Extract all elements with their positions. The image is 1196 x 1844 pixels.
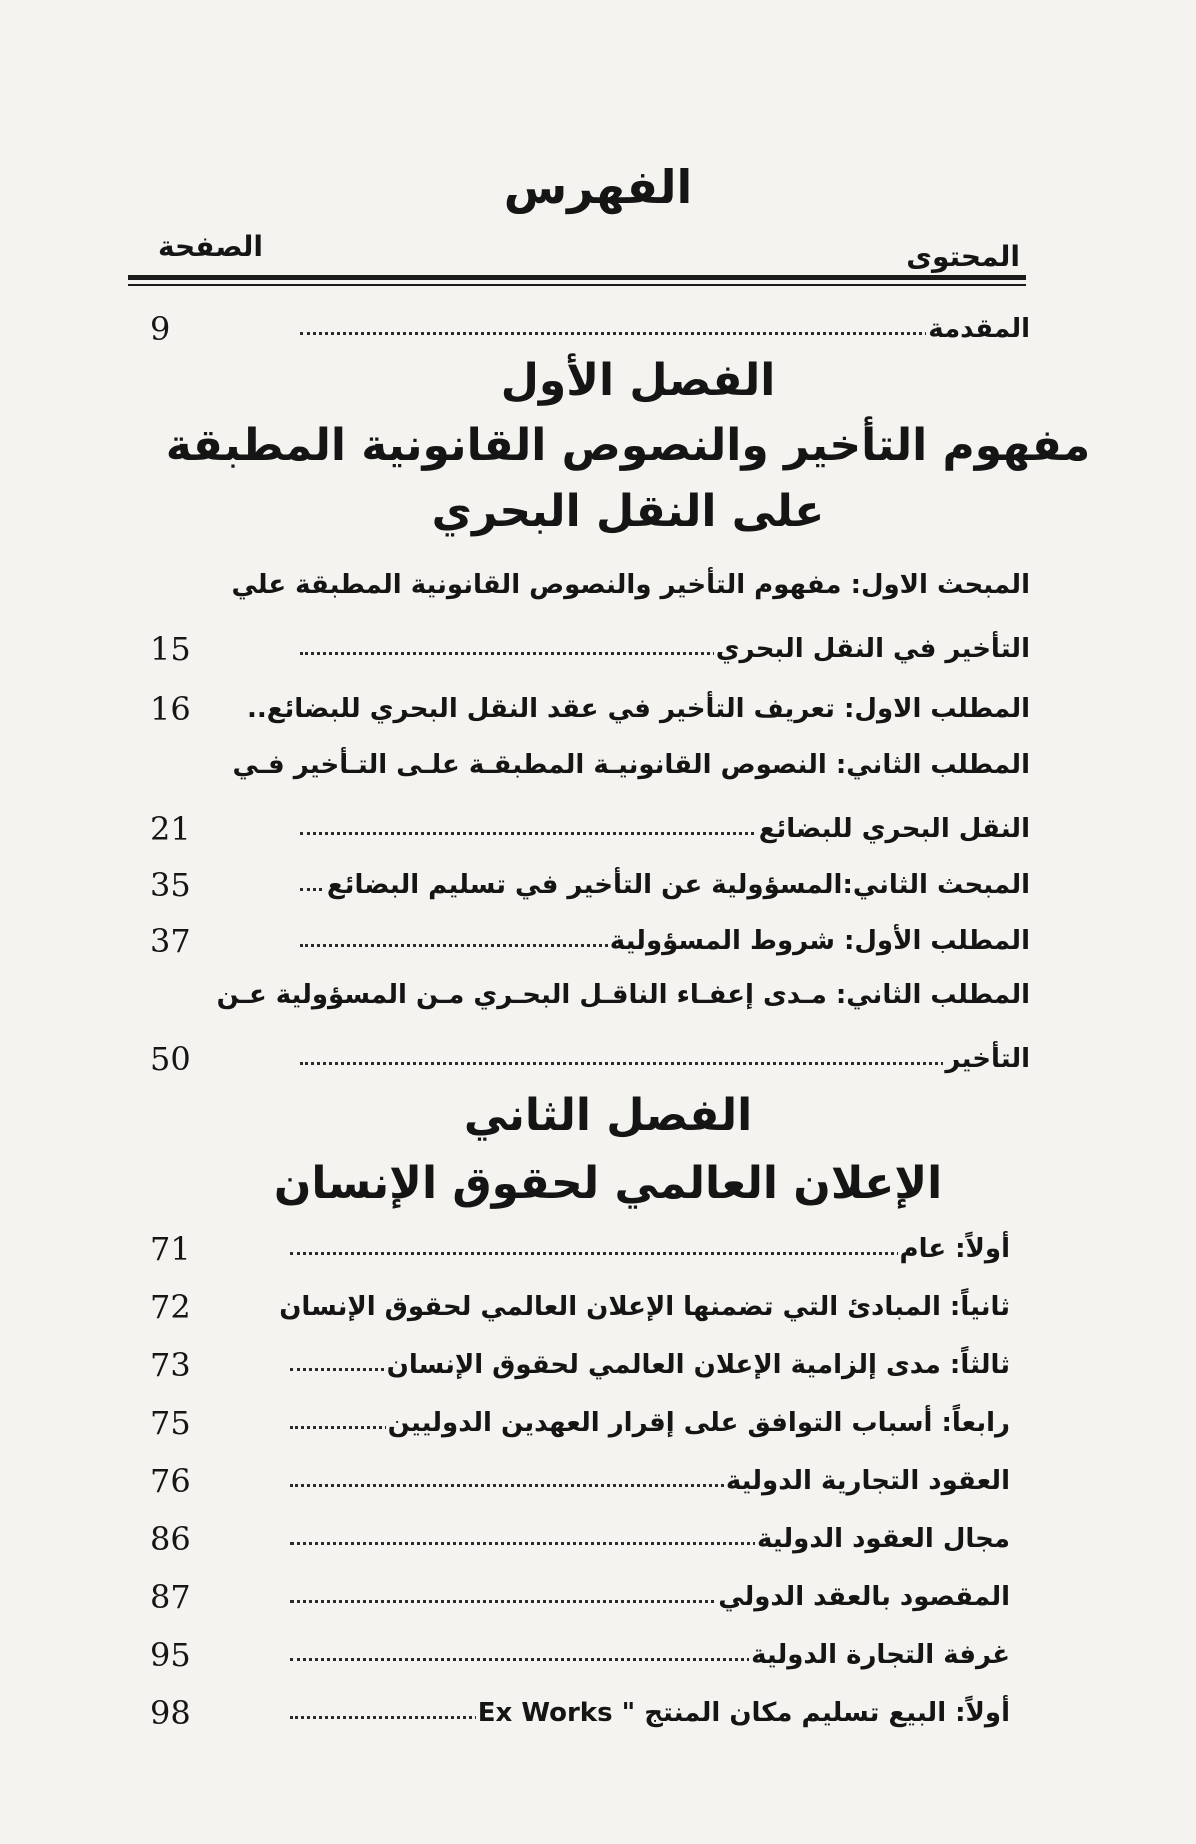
- page-number: 87: [150, 1578, 191, 1616]
- leader-dots: [290, 1536, 770, 1545]
- entry-continuation-line: المطلب الثاني: مـدى إعفـاء الناقـل البحـري مـن المسؤولية عـن: [216, 980, 1030, 1010]
- toc-entry[interactable]: [150, 1230, 1010, 1274]
- entry-text: النقل البحري للبضائع: [758, 814, 1030, 844]
- page-number: 37: [150, 922, 191, 960]
- page-number: 9: [150, 310, 171, 348]
- entry-text: غرفة التجارة الدولية: [751, 1640, 1010, 1670]
- entry-text: المقدمة: [928, 314, 1030, 344]
- chapter-one-subject-line2: على النقل البحري: [431, 486, 825, 537]
- page-number: 95: [150, 1636, 191, 1674]
- leader-dots: [300, 646, 740, 655]
- toc-entry[interactable]: [150, 922, 1030, 966]
- toc-entry[interactable]: [150, 1404, 1010, 1448]
- entry-text: رابعاً: أسباب التوافق على إقرار العهدين الدوليين: [387, 1408, 1010, 1438]
- page-number: 86: [150, 1520, 191, 1558]
- toc-entry[interactable]: [150, 630, 1030, 674]
- leader-dots: [290, 1710, 490, 1719]
- toc-entry[interactable]: [150, 866, 1030, 910]
- entry-text: المقصود بالعقد الدولي: [718, 1582, 1010, 1612]
- page-number: 75: [150, 1404, 191, 1442]
- entry-text: المطلب الأول: شروط المسؤولية: [609, 926, 1030, 956]
- header-rule-thin: [128, 284, 1026, 286]
- toc-entry[interactable]: [150, 1346, 1010, 1390]
- leader-dots: [290, 1652, 750, 1661]
- toc-entry[interactable]: [150, 1462, 1010, 1506]
- page-number: 98: [150, 1694, 191, 1732]
- page-number: 50: [150, 1040, 191, 1078]
- page-number: 76: [150, 1462, 191, 1500]
- toc-entry[interactable]: [150, 1694, 1010, 1738]
- content-column-header: المحتوى: [906, 240, 1020, 273]
- leader-dots: [300, 326, 940, 335]
- leader-dots: [290, 1246, 900, 1255]
- page-number: 16: [150, 690, 191, 728]
- entry-text: أولاً: عام: [899, 1234, 1010, 1264]
- entry-continuation-line: المطلب الثاني: النصوص القانونيـة المطبقـة علـى التـأخير فـي: [232, 750, 1030, 780]
- toc-entry[interactable]: [150, 1636, 1010, 1680]
- toc-entry[interactable]: [150, 1040, 1030, 1084]
- page-title: الفهرس: [503, 160, 693, 214]
- entry-text: أولاً: البيع تسليم مكان المنتج " Ex Works: [477, 1698, 1010, 1728]
- entry-text: ثالثاً: مدى إلزامية الإعلان العالمي لحقوق الإنسان: [386, 1350, 1010, 1380]
- page-column-header: الصفحة: [158, 230, 264, 263]
- entry-text: التأخير في النقل البحري: [715, 634, 1030, 664]
- toc-entry[interactable]: [150, 1288, 1010, 1332]
- entry-text: العقود التجارية الدولية: [725, 1466, 1010, 1496]
- page-number: 71: [150, 1230, 191, 1268]
- toc-entry[interactable]: [150, 810, 1030, 854]
- entry-text: التأخير: [945, 1044, 1030, 1074]
- leader-dots: [290, 1594, 740, 1603]
- entry-text: المطلب الاول: تعريف التأخير في عقد النقل البحري للبضائع..: [247, 694, 1030, 724]
- entry-text: المبحث الثاني:المسؤولية عن التأخير في تسليم البضائع: [326, 870, 1030, 900]
- entry-text: مجال العقود الدولية: [757, 1524, 1010, 1554]
- page-number: 73: [150, 1346, 191, 1384]
- chapter-two-subject: الإعلان العالمي لحقوق الإنسان: [273, 1158, 943, 1209]
- chapter-one-subject-line1: مفهوم التأخير والنصوص القانونية المطبقة: [165, 420, 1091, 471]
- page-number: 72: [150, 1288, 191, 1326]
- leader-dots: [290, 1478, 730, 1487]
- toc-entry[interactable]: [150, 1578, 1010, 1622]
- leader-dots: [300, 826, 790, 835]
- page-number: 35: [150, 866, 191, 904]
- page-number: 15: [150, 630, 191, 668]
- page-number: 21: [150, 810, 191, 848]
- header-rule: [128, 275, 1026, 280]
- chapter-one-heading: الفصل الأول: [500, 355, 776, 406]
- toc-entry[interactable]: [150, 1520, 1010, 1564]
- leader-dots: [300, 1056, 950, 1065]
- toc-entry-intro[interactable]: [150, 310, 1030, 354]
- chapter-two-heading: الفصل الثاني: [463, 1090, 753, 1141]
- entry-text: ثانياً: المبادئ التي تضمنها الإعلان العالمي لحقوق الإنسان: [279, 1292, 1010, 1322]
- toc-entry[interactable]: [150, 690, 1030, 734]
- entry-continuation-line: المبحث الاول: مفهوم التأخير والنصوص القانونية المطبقة علي: [231, 570, 1030, 600]
